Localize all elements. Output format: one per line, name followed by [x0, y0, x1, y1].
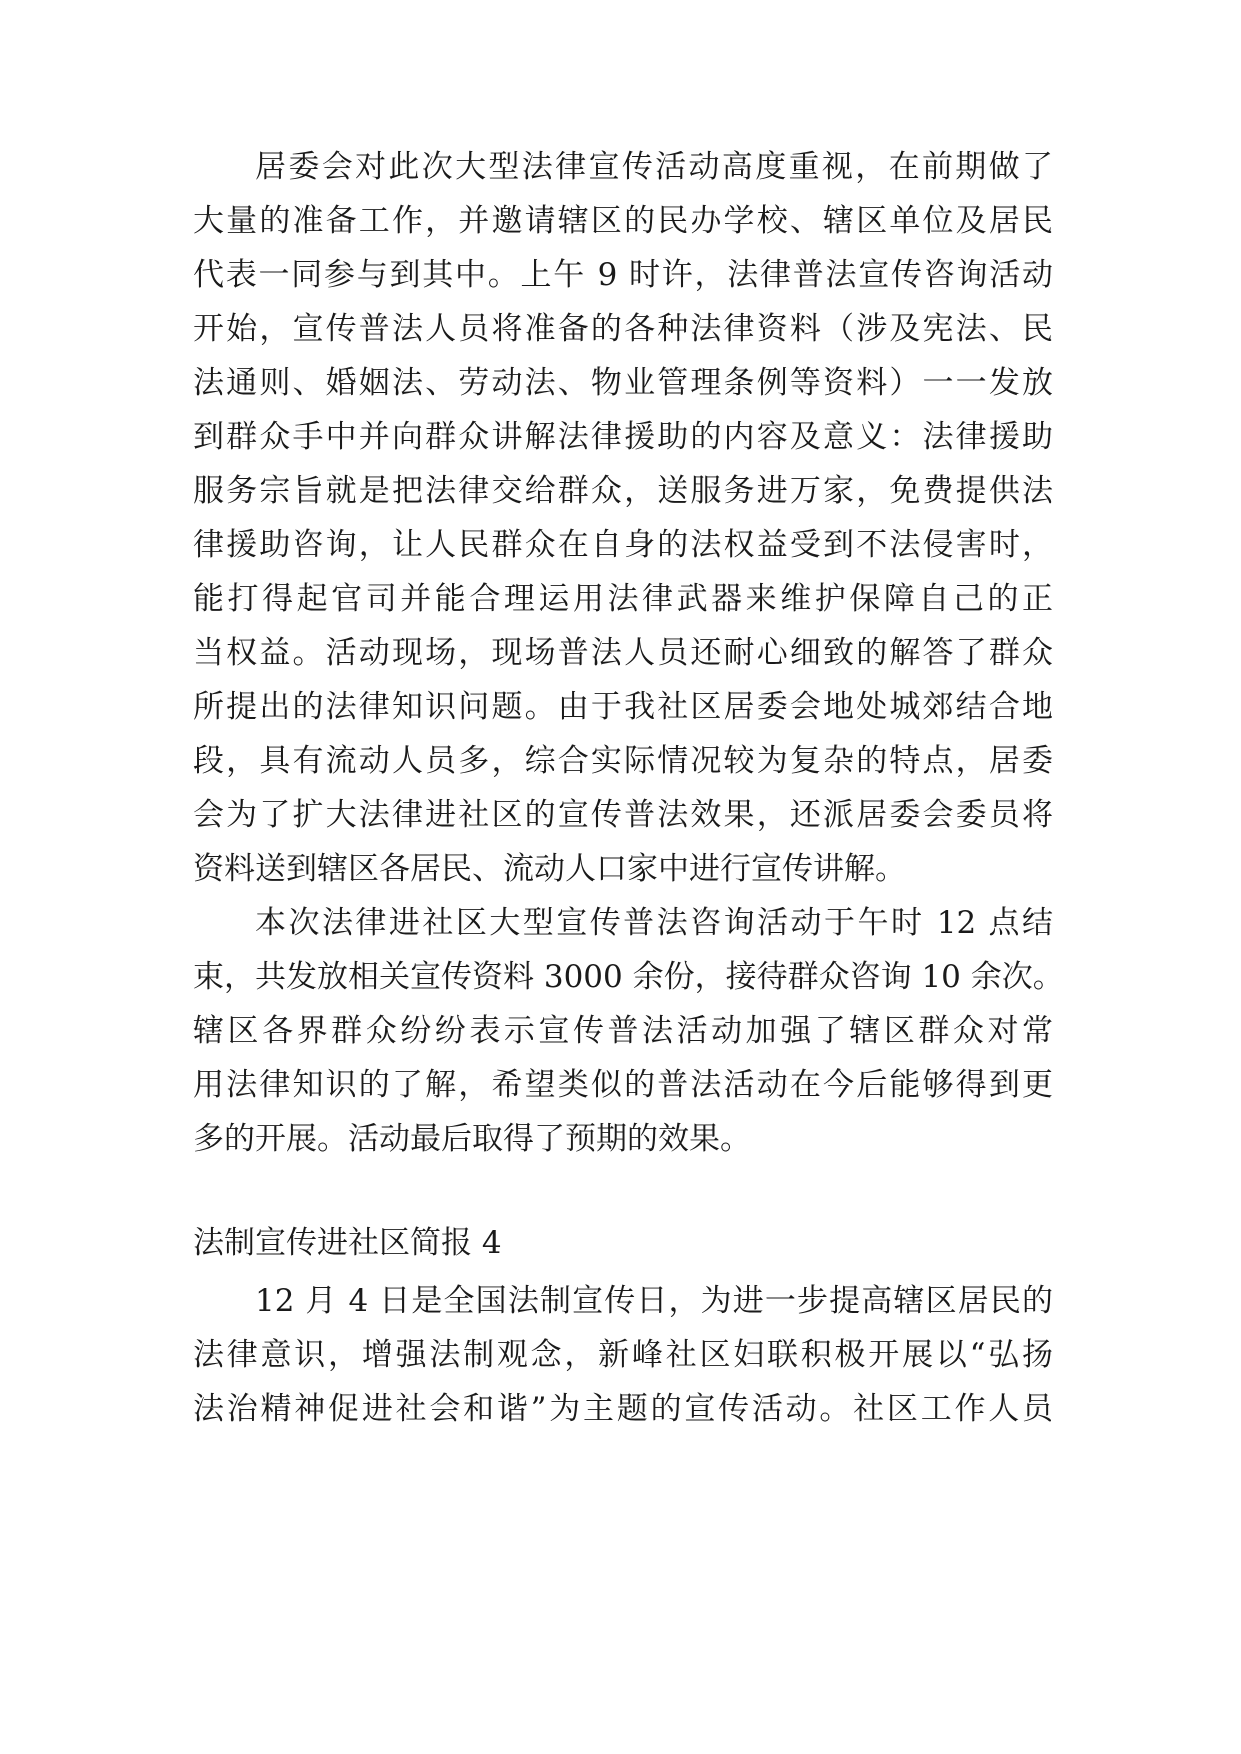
paragraph-line: 束，共发放相关宣传资料 3000 余份，接待群众咨询 10 余次。	[193, 959, 1064, 995]
paragraph-line: 法律意识，增强法制观念，新峰社区妇联积极开展以“弘扬	[193, 1337, 1053, 1373]
paragraph-line: 多的开展。活动最后取得了预期的效果。	[193, 1121, 751, 1157]
paragraph-line: 服务宗旨就是把法律交给群众，送服务进万家，免费提供法	[193, 473, 1053, 509]
paragraph-line: 到群众手中并向群众讲解法律援助的内容及意义：法律援助	[193, 419, 1053, 455]
paragraph-line: 代表一同参与到其中。上午 9 时许，法律普法宣传咨询活动	[193, 257, 1053, 293]
section-heading: 法制宣传进社区简报 4	[193, 1225, 502, 1261]
paragraph-line: 大量的准备工作，并邀请辖区的民办学校、辖区单位及居民	[193, 203, 1053, 239]
paragraph-line: 段，具有流动人员多，综合实际情况较为复杂的特点，居委	[193, 743, 1053, 779]
paragraph-line: 所提出的法律知识问题。由于我社区居委会地处城郊结合地	[193, 689, 1053, 725]
paragraph-line: 居委会对此次大型法律宣传活动高度重视，在前期做了	[255, 149, 1053, 185]
paragraph-line: 能打得起官司并能合理运用法律武器来维护保障自己的正	[193, 581, 1053, 617]
paragraph-line: 开始，宣传普法人员将准备的各种法律资料（涉及宪法、民	[193, 311, 1053, 347]
paragraph-line: 资料送到辖区各居民、流动人口家中进行宣传讲解。	[193, 851, 906, 887]
paragraph-line: 法治精神促进社会和谐”为主题的宣传活动。社区工作人员	[193, 1391, 1053, 1427]
paragraph-line: 用法律知识的了解，希望类似的普法活动在今后能够得到更	[193, 1067, 1053, 1103]
paragraph-line: 辖区各界群众纷纷表示宣传普法活动加强了辖区群众对常	[193, 1013, 1053, 1049]
paragraph-line: 12 月 4 日是全国法制宣传日，为进一步提高辖区居民的	[255, 1283, 1053, 1319]
paragraph-line: 会为了扩大法律进社区的宣传普法效果，还派居委会委员将	[193, 797, 1053, 833]
paragraph-line: 本次法律进社区大型宣传普法咨询活动于午时 12 点结	[255, 905, 1053, 941]
paragraph-line: 法通则、婚姻法、劳动法、物业管理条例等资料）一一发放	[193, 365, 1053, 401]
paragraph-line: 律援助咨询，让人民群众在自身的法权益受到不法侵害时，	[193, 527, 1053, 563]
paragraph-line: 当权益。活动现场，现场普法人员还耐心细致的解答了群众	[193, 635, 1053, 671]
